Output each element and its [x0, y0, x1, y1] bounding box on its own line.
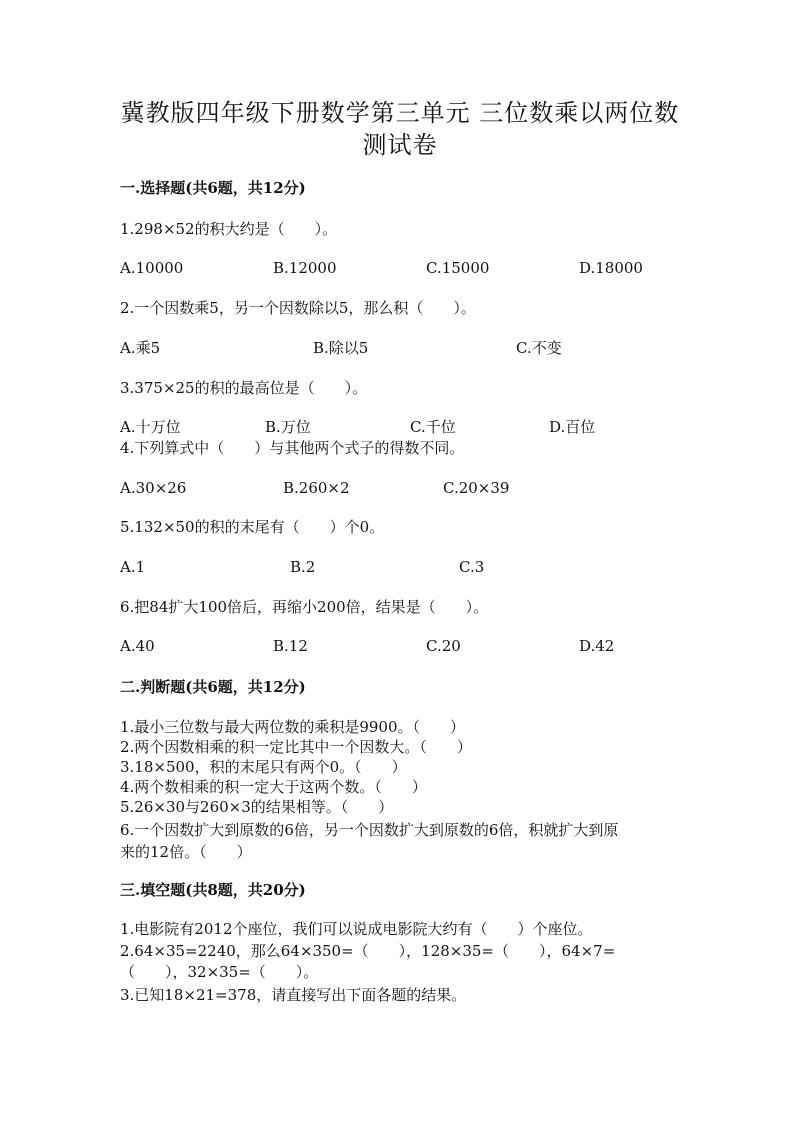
option-a: A.10000: [120, 259, 184, 277]
section-header-judge: 二.判断题(共6题，共12分): [120, 678, 306, 696]
option-a: A.乘5: [120, 339, 161, 357]
option-d: D.42: [579, 637, 615, 655]
option-c: C.3: [459, 558, 485, 576]
judge-item: 3.18×500，积的末尾只有两个0。（ ）: [120, 758, 407, 776]
question-text: 3.375×25的积的最高位是（ ）。: [120, 379, 368, 397]
option-c: C.不变: [516, 339, 562, 357]
option-b: B.除以5: [313, 339, 369, 357]
fill-item: 1.电影院有2012个座位，我们可以说成电影院大约有（ ）个座位。: [120, 920, 593, 938]
option-d: D.18000: [579, 259, 643, 277]
fill-item-continued: （ ），32×35=（ ）。: [120, 963, 319, 981]
fill-item: 2.64×35=2240，那么64×350=（ ），128×35=（ ），64×7=: [120, 942, 616, 960]
judge-item-continued: 来的12倍。（ ）: [120, 843, 252, 861]
option-a: A.30×26: [120, 479, 187, 497]
judge-item: 5.26×30与260×3的结果相等。（ ）: [120, 798, 394, 816]
option-a: A.1: [120, 558, 146, 576]
question-text: 2.一个因数乘5，另一个因数除以5，那么积（ ）。: [120, 299, 476, 317]
page-title: 冀教版四年级下册数学第三单元 三位数乘以两位数: [120, 99, 680, 127]
section-header-fill: 三.填空题(共8题，共20分): [120, 881, 306, 899]
fill-item: 3.已知18×21=378，请直接写出下面各题的结果。: [120, 986, 467, 1004]
option-c: C.20: [426, 637, 461, 655]
option-c: C.15000: [426, 259, 490, 277]
section-header-choice: 一.选择题(共6题，共12分): [120, 179, 306, 197]
option-c: C.20×39: [443, 479, 510, 497]
judge-item: 1.最小三位数与最大两位数的乘积是9900。（ ）: [120, 718, 465, 736]
judge-item: 2.两个因数相乘的积一定比其中一个因数大。（ ）: [120, 738, 472, 756]
option-b: B.260×2: [283, 479, 350, 497]
judge-item: 4.两个数相乘的积一定大于这两个数。（ ）: [120, 778, 427, 796]
option-b: B.2: [290, 558, 316, 576]
option-a: A.十万位: [120, 418, 181, 436]
question-text: 4.下列算式中（ ）与其他两个式子的得数不同。: [120, 439, 465, 457]
option-b: B.12000: [273, 259, 337, 277]
option-b: B.12: [273, 637, 308, 655]
option-d: D.百位: [549, 418, 596, 436]
question-text: 5.132×50的积的末尾有（ ）个0。: [120, 518, 385, 536]
page-title-line2: 测试卷: [362, 131, 438, 159]
question-text: 6.把84扩大100倍后，再缩小200倍，结果是（ ）。: [120, 598, 489, 616]
judge-item: 6.一个因数扩大到原数的6倍，另一个因数扩大到原数的6倍，积就扩大到原: [120, 821, 619, 839]
option-a: A.40: [120, 637, 155, 655]
option-c: C.千位: [410, 418, 456, 436]
question-text: 1.298×52的积大约是（ ）。: [120, 220, 338, 238]
option-b: B.万位: [265, 418, 311, 436]
